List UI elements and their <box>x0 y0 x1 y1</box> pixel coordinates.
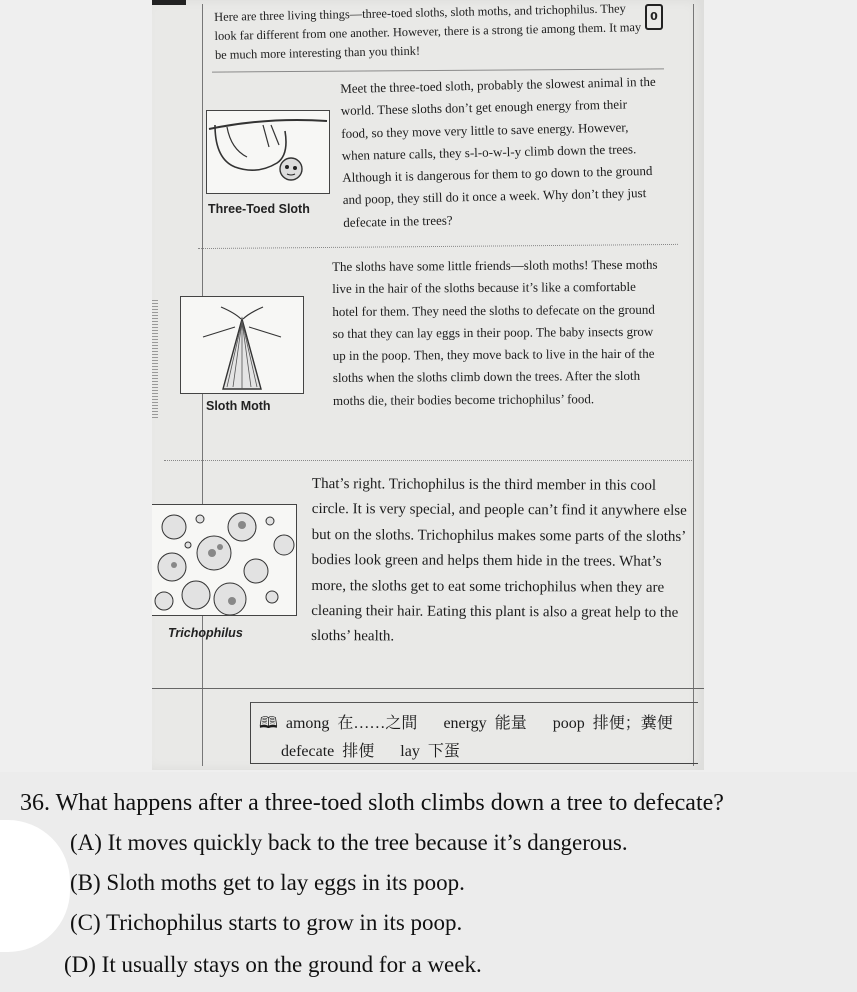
book-icon: 🕮 <box>259 713 278 732</box>
question-section <box>0 772 857 992</box>
corner-page-icon: 0 <box>645 4 663 30</box>
option-a[interactable]: (A) It moves quickly back to the tree because it’s dangerous. <box>70 830 628 855</box>
sloth-moth-illustration <box>181 297 303 393</box>
vocabulary-box <box>250 702 698 764</box>
trichophilus-caption: Trichophilus <box>168 626 243 640</box>
moth-divider <box>164 460 692 461</box>
page-edge-stripes <box>152 300 158 420</box>
vocab-definition: 在……之間 <box>337 715 418 732</box>
vocab-word: defecate <box>281 743 335 760</box>
vocabulary-row-1 <box>259 709 698 738</box>
intro-paragraph: Here are three living things—three-toed sloths, sloth moths, and trichophilus. They look far different from one another. However, there is a strong tie among them. It may be much more interesting than you think! <box>214 1 642 62</box>
sloth-paragraph: Meet the three-toed sloth, probably the slowest animal in the world. These sloths don’t get enough energy from their food, so they move very little to save energy. However, when nature calls, they s-l-o-w-l-y climb down the trees. Although it is dangerous for them to go down to the ground and poop, they still do it once a week. Why don’t they just defecate in the trees? <box>340 73 656 230</box>
page-tab-marker <box>152 0 186 5</box>
vocab-word: energy <box>443 715 487 732</box>
vocab-definition: 排便；糞便 <box>592 715 673 732</box>
vocab-word: among <box>285 715 330 732</box>
sloth-caption: Three-Toed Sloth <box>208 202 310 216</box>
trichophilus-figure <box>152 504 297 616</box>
vocab-word: lay <box>400 743 420 760</box>
book-page-photo <box>152 0 704 770</box>
sloth-figure <box>206 110 330 194</box>
vocab-definition: 下蛋 <box>427 743 460 760</box>
trichophilus-paragraph: That’s right. Trichophilus is the third member in this cool circle. It is very special, and people can’t find it anywhere else but on the sloths. Trichophilus makes some parts of the sloths’ bodies look green and helps them hide in the trees. What’s more, the sloths get to eat some trichophilus when they are cleaning their hair. Eating this plant is also a great help to the sloths’ health. <box>311 475 687 645</box>
vocab-definition: 能量 <box>494 715 527 732</box>
moth-figure <box>180 296 304 394</box>
vocab-definition: 排便 <box>342 743 375 760</box>
three-toed-sloth-illustration <box>207 111 329 193</box>
vocabulary-row-2 <box>259 738 698 766</box>
vocab-word: poop <box>552 715 585 732</box>
option-b[interactable]: (B) Sloth moths get to lay eggs in its poop. <box>70 870 465 895</box>
moth-paragraph: The sloths have some little friends—sloth moths! These moths live in the hair of the sloths because it’s like a comfortable hotel for them. They need the sloths to defecate on the ground so that they can lay eggs in their poop. The baby insects grow up in the poop. Then, they move back to live in the hair of the sloths when the sloths climb down the trees. After the sloth moths die, their bodies become trichophilus’ food. <box>332 256 658 408</box>
option-d[interactable]: (D) It usually stays on the ground for a week. <box>64 952 482 977</box>
trichophilus-illustration <box>152 505 296 615</box>
question-text: 36. What happens after a three-toed sloth climbs down a tree to defecate? <box>20 790 724 816</box>
trichophilus-divider <box>152 688 704 689</box>
moth-caption: Sloth Moth <box>206 399 271 413</box>
option-c[interactable]: (C) Trichophilus starts to grow in its poop. <box>70 910 463 935</box>
